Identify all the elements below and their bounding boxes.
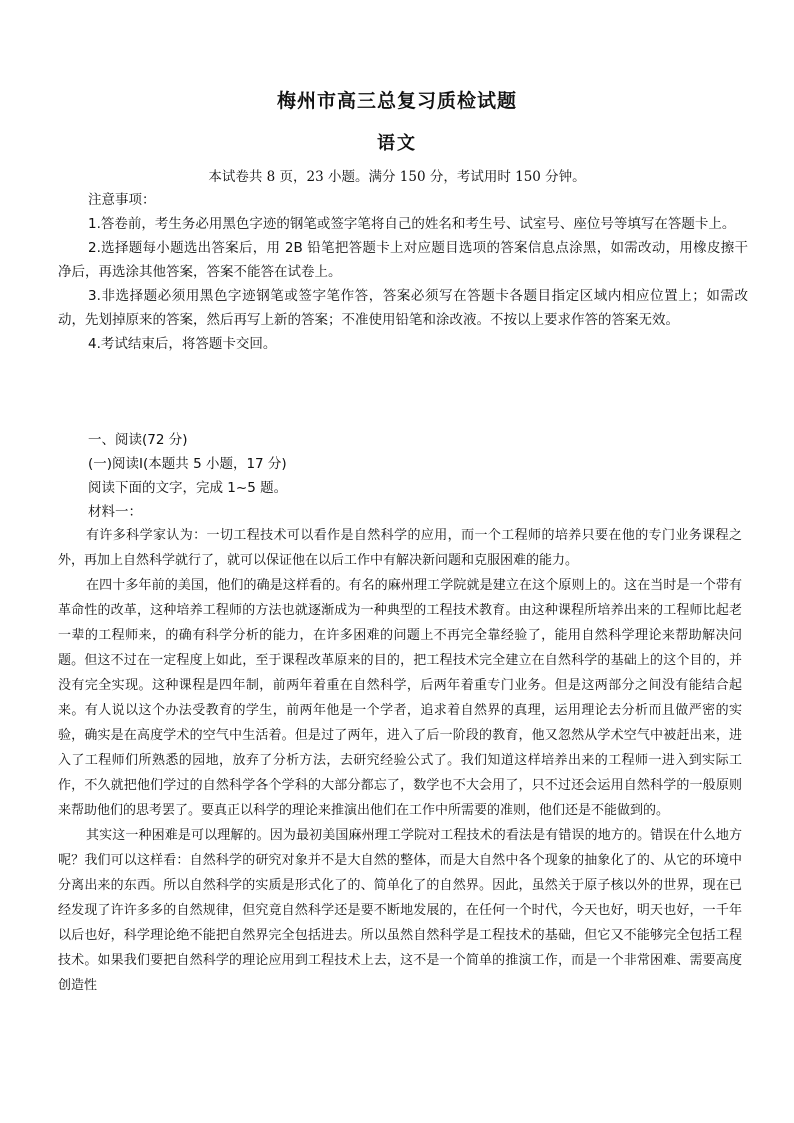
- material-label: 材料一：: [88, 504, 142, 520]
- exam-info: 本试卷共 8 页，23 小题。满分 150 分，考试用时 150 分钟。: [208, 169, 586, 185]
- passage-paragraph: 在四十多年前的美国，他们的确是这样看的。有名的麻州理工学院就是建立在这个原则上的。这在当时是一个带有革命性的改革，这种培养工程师的方法也就逐渐成为一种典型的工程技术教育。由这种课程所培养出来的工程师比起老一辈的工程师来，的确有科学分析的能力，在许多困难的问题上不再完全靠经验了，能用自然科学理论来帮助解决问题。但这不过在一定程度上如此，至于课程改革原来的目的，把工程技术完全建立在自然科学的基础上的这个目的，并没有完全实现。这种课程是四年制，前两年着重在自然科学，后两年着重专门业务。但是这两部分之间没有能结合起来。有人说以这个办法受教育的学生，前两年他是一个学者，追求着自然界的真理，运用理论去分析而且做严密的实验，确实是在高度学术的空气中生活着。但是过了两年，进入了后一阶段的教育，他又忽然从学术空气中被赶出来，进入了工程师们所熟悉的园地，放弃了分析方法，去研究经验公式了。我们知道这样培养出来的工程师一进入到实际工作，不久就把他们学过的自然科学各个学科的大部分都忘了，数学也不大会用了，只不过还会运用自然科学的一般原则来帮助他们的思考罢了。要真正以科学的理论来推演出他们在工作中所需要的准则，他们还是不能做到的。: [58, 578, 742, 818]
- note-item: 1.答卷前，考生务必用黑色字迹的钢笔或签字笔将自己的姓名和考生号、试室号、座位号等填写在答题卡上。: [88, 216, 736, 232]
- notes-block: [58, 188, 748, 356]
- passage-paragraph: 有许多科学家认为：一切工程技术可以看作是自然科学的应用，而一个工程师的培养只要在他的专门业务课程之外，再加上自然科学就行了，就可以保证他在以后工作中有解决新问题和克服困难的能力。: [58, 528, 742, 568]
- reading-passage: [58, 523, 742, 998]
- note-item: 2.选择题每小题选出答案后，用 2B 铅笔把答题卡上对应题目选项的答案信息点涂黑，如需改动，用橡皮擦干净后，再选涂其他答案，答案不能答在试卷上。: [58, 240, 748, 280]
- reading-section: [58, 428, 748, 524]
- notes-heading: 注意事项：: [88, 192, 156, 208]
- passage-paragraph: 其实这一种困难是可以理解的。因为最初美国麻州理工学院对工程技术的看法是有错误的地方的。错误在什么地方呢？我们可以这样看：自然科学的研究对象并不是大自然的整体，而是大自然中各个现象的抽象化了的、从它的环境中分离出来的东西。所以自然科学的实质是形式化了的、简单化了的自然界。因此，虽然关于原子核以外的世界，现在已经发现了许许多多的自然规律，但究竟自然科学还是要不断地发展的，在任何一个时代，今天也好，明天也好，一千年以后也好，科学理论绝不能把自然界完全包括进去。所以虽然自然科学是工程技术的基础，但它又不能够完全包括工程技术。如果我们要把自然科学的理论应用到工程技术上去，这不是一个简单的推演工作，而是一个非常困难、需要高度创造性: [58, 828, 742, 993]
- section-part: 一、阅读(72 分): [88, 432, 188, 448]
- page-title: 梅州市高三总复习质检试题: [276, 90, 517, 112]
- section-sub: (一)阅读Ⅰ(本题共 5 小题，17 分): [88, 456, 287, 472]
- section-instruction: 阅读下面的文字，完成 1~5 题。: [88, 480, 288, 496]
- subject-title: 语文: [377, 133, 417, 154]
- note-item: 3.非选择题必须用黑色字迹钢笔或签字笔作答，答案必须写在答题卡各题目指定区域内相应位置上；如需改动，先划掉原来的答案，然后再写上新的答案；不准使用铅笔和涂改液。不按以上要求作答的答案无效。: [58, 288, 748, 328]
- note-item: 4.考试结束后，将答题卡交回。: [88, 336, 277, 352]
